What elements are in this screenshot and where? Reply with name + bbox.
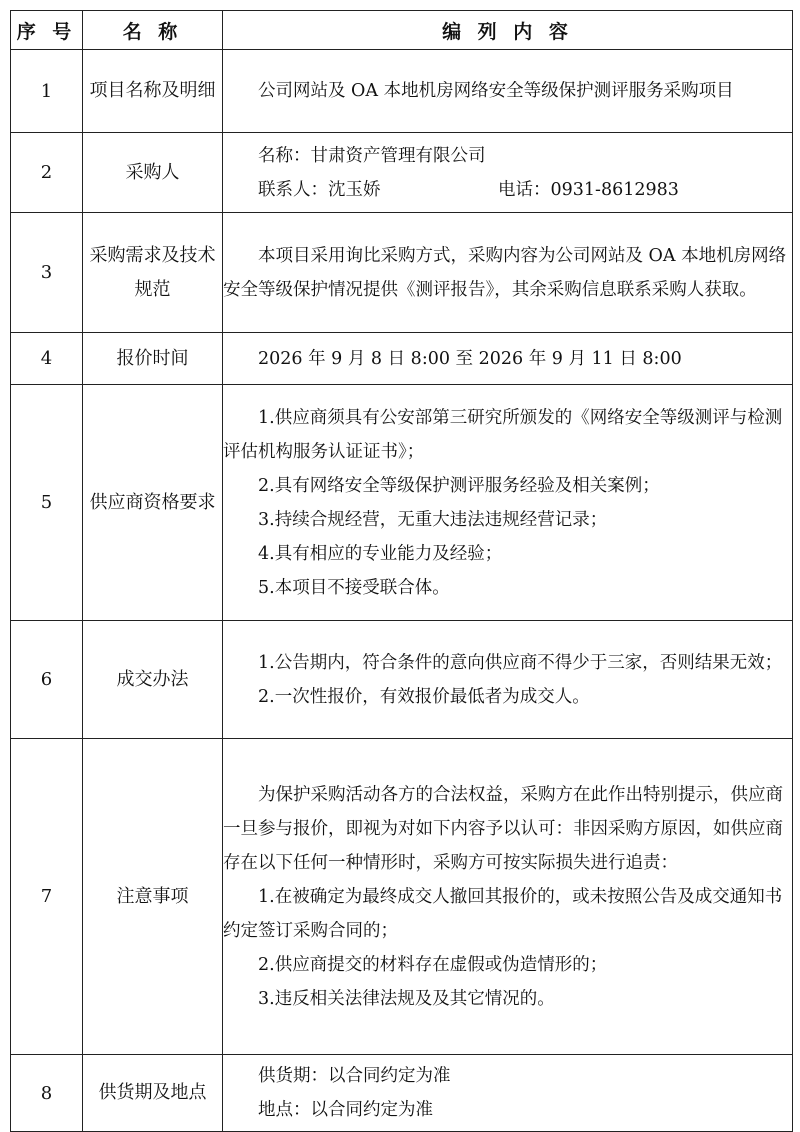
contact-phone: 电话：0931-8612983 — [498, 179, 679, 200]
table-row — [11, 333, 793, 385]
content-paragraph: 为保护采购活动各方的合法权益，采购方在此作出特别提示，供应商一旦参与报价，即视为对如下内容予以认可：非因采购方原因，如供应商存在以下任何一种情形时，采购方可按实际损失进行追责： — [223, 784, 783, 873]
list-item: 5.本项目不接受联合体。 — [258, 577, 450, 598]
table-row — [11, 213, 793, 333]
row-name: 采购人 — [83, 133, 223, 213]
row-name: 报价时间 — [83, 333, 223, 385]
list-item: 2.供应商提交的材料存在虚假或伪造情形的； — [258, 954, 608, 975]
row-number: 6 — [11, 621, 83, 739]
list-item: 1.公告期内，符合条件的意向供应商不得少于三家，否则结果无效； — [258, 652, 783, 673]
row-number: 8 — [11, 1055, 83, 1132]
content-paragraph: 公司网站及 OA 本地机房网络安全等级保护测评服务采购项目 — [258, 81, 734, 101]
table-row — [11, 1055, 793, 1132]
table-row — [11, 50, 793, 133]
table-row — [11, 739, 793, 1055]
row-number: 4 — [11, 333, 83, 385]
row-content — [223, 385, 793, 621]
procurement-table — [10, 10, 793, 1132]
purchaser-name: 名称：甘肃资产管理有限公司 — [258, 145, 486, 166]
row-number: 3 — [11, 213, 83, 333]
row-content — [223, 739, 793, 1055]
delivery-period: 供货期：以合同约定为准 — [258, 1066, 451, 1086]
list-item: 2.一次性报价，有效报价最低者为成交人。 — [258, 686, 590, 707]
row-number: 5 — [11, 385, 83, 621]
header-number: 序 号 — [11, 11, 83, 50]
list-item: 1.在被确定为最终成交人撤回其报价的，或未按照公告及成交通知书约定签订采购合同的； — [223, 886, 783, 941]
header-content: 编 列 内 容 — [223, 11, 793, 50]
header-name: 名 称 — [83, 11, 223, 50]
list-item: 3.持续合规经营，无重大违法违规经营记录； — [258, 509, 608, 530]
row-name: 成交办法 — [83, 621, 223, 739]
table-row — [11, 133, 793, 213]
row-number: 1 — [11, 50, 83, 133]
row-content — [223, 133, 793, 213]
table-row — [11, 385, 793, 621]
row-content — [223, 333, 793, 385]
row-name: 采购需求及技术规范 — [83, 213, 223, 333]
contact-person: 联系人：沈玉娇 — [258, 179, 381, 200]
quote-time: 2026 年 9 月 8 日 8:00 至 2026 年 9 月 11 日 8:00 — [258, 348, 682, 369]
row-name: 项目名称及明细 — [83, 50, 223, 133]
delivery-location: 地点：以合同约定为准 — [258, 1100, 433, 1120]
content-paragraph: 本项目采用询比采购方式，采购内容为公司网站及 OA 本地机房网络安全等级保护情况提供《测评报告》，其余采购信息联系采购人获取。 — [223, 245, 787, 300]
table-row — [11, 621, 793, 739]
list-item: 4.具有相应的专业能力及经验； — [258, 543, 503, 564]
contact-line — [223, 173, 792, 207]
list-item: 3.违反相关法律法规及及其它情况的。 — [258, 988, 555, 1009]
row-content — [223, 213, 793, 333]
row-content — [223, 621, 793, 739]
row-content — [223, 50, 793, 133]
list-item: 1.供应商须具有公安部第三研究所颁发的《网络安全等级测评与检测评估机构服务认证证书》； — [223, 407, 783, 462]
row-number: 2 — [11, 133, 83, 213]
row-name: 供货期及地点 — [83, 1055, 223, 1132]
table-header-row — [11, 11, 793, 50]
list-item: 2.具有网络安全等级保护测评服务经验及相关案例； — [258, 475, 660, 496]
row-name: 注意事项 — [83, 739, 223, 1055]
row-number: 7 — [11, 739, 83, 1055]
row-content — [223, 1055, 793, 1132]
row-name: 供应商资格要求 — [83, 385, 223, 621]
